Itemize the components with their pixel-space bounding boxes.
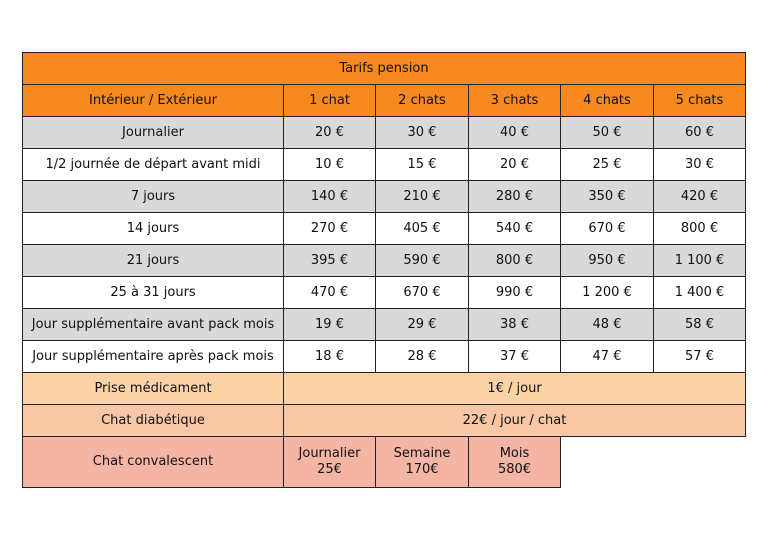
convalescent-row <box>23 437 746 488</box>
extra-row <box>23 405 746 437</box>
price-cell: 950 € <box>561 245 654 277</box>
table-row <box>23 149 746 181</box>
table-row <box>23 117 746 149</box>
row-label: 21 jours <box>23 245 284 277</box>
price-cell: 990 € <box>469 277 561 309</box>
row-label: 14 jours <box>23 213 284 245</box>
header-cell: Intérieur / Extérieur <box>23 85 284 117</box>
convalescent-option <box>376 437 469 488</box>
table-row <box>23 213 746 245</box>
price-cell: 57 € <box>654 341 746 373</box>
price-cell: 420 € <box>654 181 746 213</box>
price-cell: 25 € <box>561 149 654 181</box>
price-cell: 60 € <box>654 117 746 149</box>
row-label: Jour supplémentaire après pack mois <box>23 341 284 373</box>
price-cell: 50 € <box>561 117 654 149</box>
convalescent-label: Chat convalescent <box>23 437 284 488</box>
option-name: Journalier <box>298 446 361 462</box>
option-price: 580€ <box>497 462 532 477</box>
extra-value: 1€ / jour <box>284 373 746 405</box>
price-cell: 395 € <box>284 245 376 277</box>
header-cell: 5 chats <box>654 85 746 117</box>
table-row <box>23 309 746 341</box>
price-cell: 20 € <box>469 149 561 181</box>
table-row <box>23 245 746 277</box>
option-name: Semaine <box>393 446 451 462</box>
price-cell: 38 € <box>469 309 561 341</box>
header-cell: 2 chats <box>376 85 469 117</box>
table-row <box>23 181 746 213</box>
price-cell: 18 € <box>284 341 376 373</box>
option-price: 170€ <box>405 462 439 477</box>
header-cell: 3 chats <box>469 85 561 117</box>
price-cell: 40 € <box>469 117 561 149</box>
title-row <box>23 53 746 85</box>
price-cell: 350 € <box>561 181 654 213</box>
price-cell: 19 € <box>284 309 376 341</box>
option-name: Mois <box>499 446 530 462</box>
extra-value: 22€ / jour / chat <box>284 405 746 437</box>
price-cell: 20 € <box>284 117 376 149</box>
price-cell: 210 € <box>376 181 469 213</box>
header-cell: 1 chat <box>284 85 376 117</box>
extra-label: Prise médicament <box>23 373 284 405</box>
table-title: Tarifs pension <box>23 53 746 85</box>
convalescent-option <box>469 437 561 488</box>
price-cell: 270 € <box>284 213 376 245</box>
row-label: Journalier <box>23 117 284 149</box>
price-cell: 48 € <box>561 309 654 341</box>
price-cell: 1 100 € <box>654 245 746 277</box>
price-cell: 800 € <box>469 245 561 277</box>
price-cell: 540 € <box>469 213 561 245</box>
price-cell: 590 € <box>376 245 469 277</box>
row-label: 7 jours <box>23 181 284 213</box>
price-cell: 1 400 € <box>654 277 746 309</box>
table-row <box>23 341 746 373</box>
table-row <box>23 277 746 309</box>
row-label: 1/2 journée de départ avant midi <box>23 149 284 181</box>
price-cell: 30 € <box>654 149 746 181</box>
price-cell: 280 € <box>469 181 561 213</box>
price-cell: 670 € <box>561 213 654 245</box>
price-cell: 47 € <box>561 341 654 373</box>
price-cell: 37 € <box>469 341 561 373</box>
pricing-table <box>22 52 746 488</box>
price-cell: 800 € <box>654 213 746 245</box>
price-cell: 140 € <box>284 181 376 213</box>
option-price: 25€ <box>317 462 342 477</box>
price-cell: 29 € <box>376 309 469 341</box>
price-cell: 30 € <box>376 117 469 149</box>
price-cell: 58 € <box>654 309 746 341</box>
row-label: 25 à 31 jours <box>23 277 284 309</box>
price-cell: 670 € <box>376 277 469 309</box>
price-cell: 28 € <box>376 341 469 373</box>
convalescent-option <box>284 437 376 488</box>
row-label: Jour supplémentaire avant pack mois <box>23 309 284 341</box>
price-cell: 15 € <box>376 149 469 181</box>
price-cell: 1 200 € <box>561 277 654 309</box>
price-cell: 405 € <box>376 213 469 245</box>
extra-row <box>23 373 746 405</box>
price-cell: 10 € <box>284 149 376 181</box>
price-cell: 470 € <box>284 277 376 309</box>
header-row <box>23 85 746 117</box>
header-cell: 4 chats <box>561 85 654 117</box>
empty-cell <box>561 437 746 488</box>
extra-label: Chat diabétique <box>23 405 284 437</box>
